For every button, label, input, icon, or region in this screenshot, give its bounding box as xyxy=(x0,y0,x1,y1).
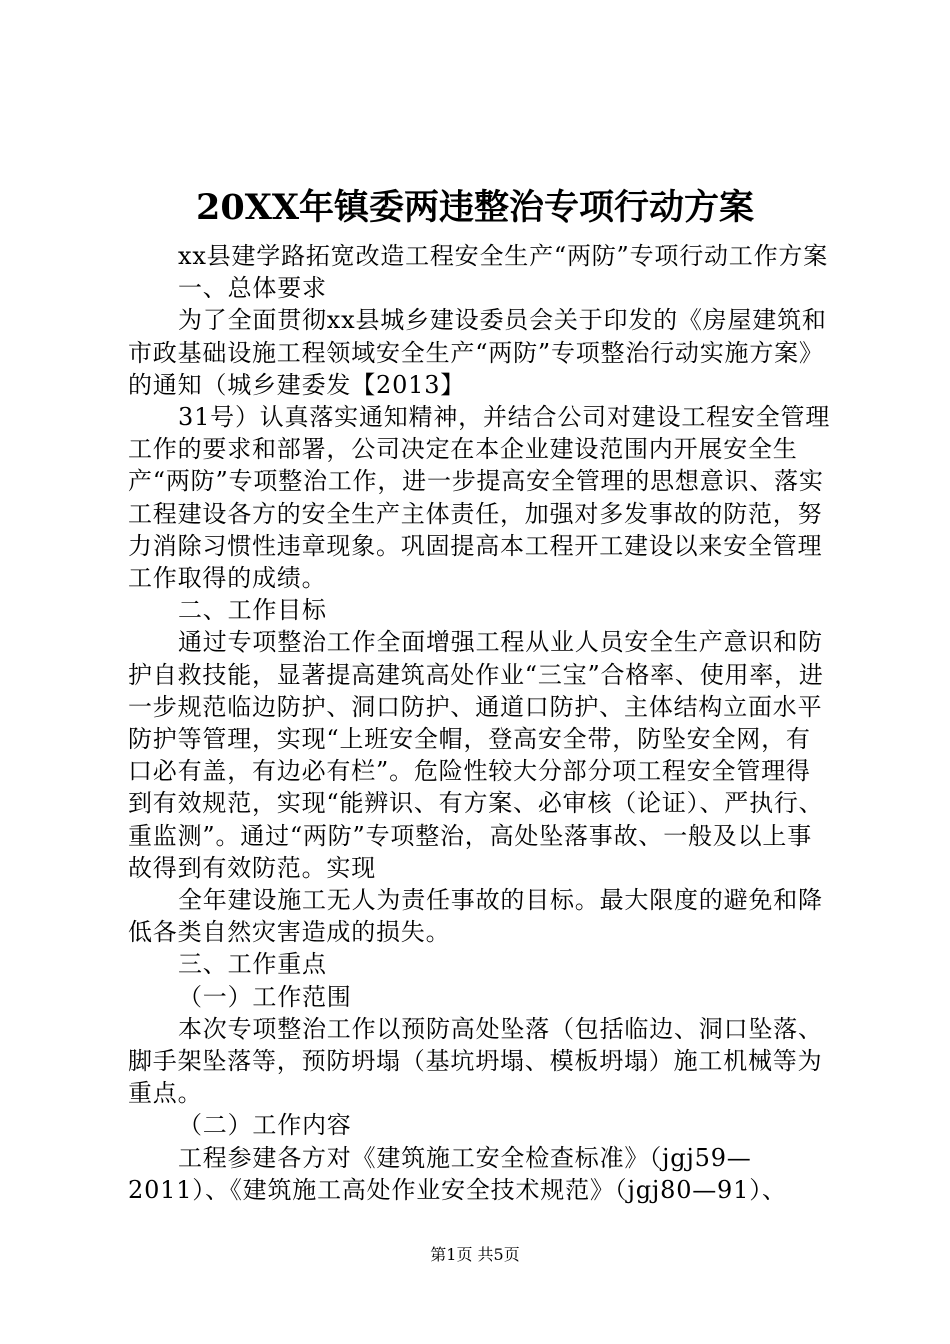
document-title: 20XX年镇委两违整治专项行动方案 xyxy=(195,187,755,228)
paragraph: 31号）认真落实通知精神，并结合公司对建设工程安全管理工作的要求和部署，公司决定在本企业建设范围内开展安全生产“两防”专项整治工作，进一步提高安全管理的思想意识、落实工程建设各方的安全生产主体责任，加强对多发事故的防范，努力消除习惯性违章现象。巩固提高本工程开工建设以来安全管理工作取得的成绩。 xyxy=(128,403,831,593)
paragraph: xx县建学路拓宽改造工程安全生产“两防”专项行动工作方案 xyxy=(178,242,829,270)
section-heading: 三、工作重点 xyxy=(178,950,327,979)
paragraph: 全年建设施工无人为责任事故的目标。最大限度的避免和降低各类自然灾害造成的损失。 xyxy=(128,886,823,947)
subsection-heading: （一）工作范围 xyxy=(178,982,352,1011)
page-footer: 第1页 共5页 xyxy=(430,1245,520,1264)
section-heading: 一、总体要求 xyxy=(178,274,327,303)
section-heading: 二、工作目标 xyxy=(178,596,327,625)
subsection-heading: （二）工作内容 xyxy=(178,1111,352,1140)
paragraph: 本次专项整治工作以预防高处坠落（包括临边、洞口坠落、脚手架坠落等，预防坍塌（基坑坍塌、模板坍塌）施工机械等为重点。 xyxy=(128,1014,823,1108)
paragraph: 通过专项整治工作全面增强工程从业人员安全生产意识和防护自救技能，显著提高建筑高处作业“三宝”合格率、使用率，进一步规范临边防护、洞口防护、通道口防护、主体结构立面水平防护等管理，实现“上班安全帽，登高安全带，防坠安全网，有口必有盖，有边必有栏”。危险性较大分部分项工程安全管理得到有效规范，实现“能辨识、有方案、必审核（论证）、严执行、重监测”。通过“两防”专项整治，高处坠落事故、一般及以上事故得到有效防范。实现 xyxy=(128,628,824,882)
paragraph: 工程参建各方对《建筑施工安全检查标准》（jgj59—2011）、《建筑施工高处作业安全技术规范》（jgj80—91）、 xyxy=(128,1143,787,1204)
document-body xyxy=(128,240,834,1206)
paragraph: 为了全面贯彻xx县城乡建设委员会关于印发的《房屋建筑和市政基础设施工程领域安全生产“两防”专项整治行动实施方案》的通知（城乡建委发【2013】 xyxy=(128,306,827,399)
